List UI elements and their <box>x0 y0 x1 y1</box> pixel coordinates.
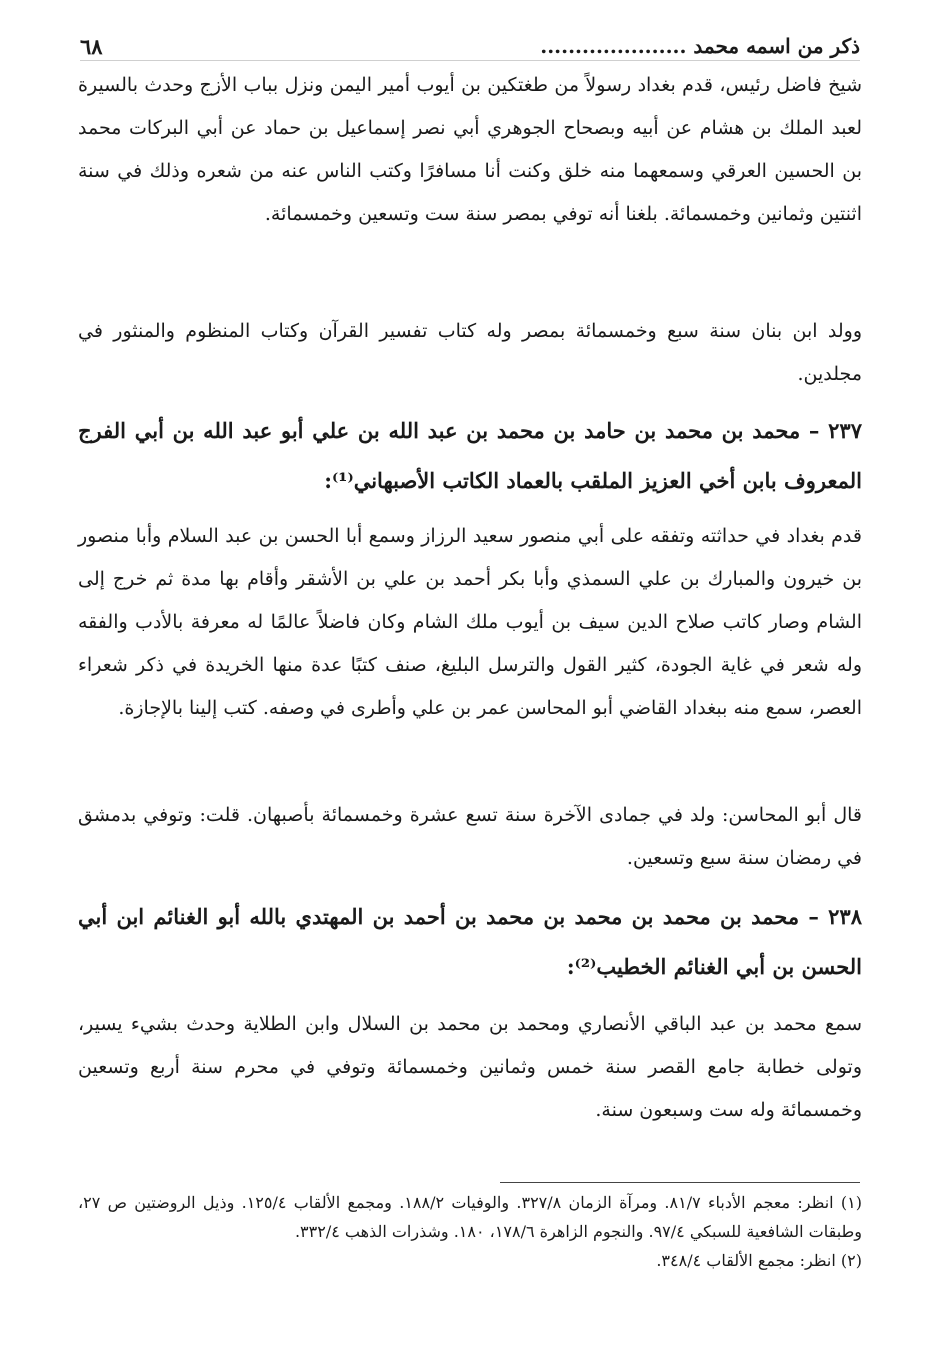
footnotes <box>78 1188 862 1275</box>
entry-heading-238: ٢٣٨ – محمد بن محمد بن محمد بن محمد بن أحمد بن المهتدي بالله أبو الغنائم ابن أبي الحسن بن أبي الغنائم الخطيب⁽²⁾: <box>78 904 862 979</box>
page-number: ٦٨ <box>80 33 103 59</box>
paragraph-entry-238-body: سمع محمد بن عبد الباقي الأنصاري ومحمد بن محمد بن السلال وابن الطلاية وحدث بشيء يسير، وتولى خطابة جامع القصر سنة خمس وثمانين وخمسمائة وتوفي في محرم سنة أربع وتسعين وخمسمائة وله ست وسبعون سنة. <box>78 1013 862 1121</box>
footnote-1: (١) انظر: معجم الأدباء ٨١/٧. ومرآة الزمان ٣٢٧/٨. والوفيات ١٨٨/٢. ومجمع الألقاب ١٢٥/٤. وذيل الروضتين ص ٢٧، وطبقات الشافعية للسبكي ٩٧/٤. والنجوم الزاهرة ١٧٨/٦، ١٨٠. وشذرات الذهب ٣٣٢/٤. <box>78 1193 863 1241</box>
paragraph-biography-continued: شيخ فاضل رئيس، قدم بغداد رسولاً من طغتكين بن أيوب أمير اليمن ونزل بباب الأزج وحدث بالسيرة لعبد الملك بن هشام عن أبيه وبصحاح الجوهري أبي نصر إسماعيل بن حماد عن أبي البركات محمد بن الحسين العرقي وسمعهما منه خلق وكنت أنا مسافرًا وكتب الناس عنه من شعره وذلك في سنة اثنتين وثمانين وخمسمائة. بلغنا أنه توفي بمصر سنة ست وتسعين وخمسمائة. <box>78 74 862 225</box>
footnote-separator <box>500 1182 860 1183</box>
paragraph-birth-note: وولد ابن بنان سنة سبع وخمسمائة بمصر وله كتاب تفسير القرآن وكتاب المنظوم والمنثور في مجلدين. <box>78 320 862 385</box>
running-title: ذكر من اسمه محمد ..................... <box>540 34 860 58</box>
paragraph-entry-237-dates: قال أبو المحاسن: ولد في جمادى الآخرة سنة تسع عشرة وخمسمائة بأصبهان. قلت: وتوفي بدمشق في رمضان سنة سبع وتسعين. <box>78 804 862 869</box>
page-header <box>80 32 860 61</box>
footnote-2: (٢) انظر: مجمع الألقاب ٣٤٨/٤. <box>656 1251 862 1270</box>
paragraph-entry-237-body: قدم بغداد في حداثته وتفقه على أبي منصور سعيد الرزاز وسمع أبا الحسن بن عبد السلام وأبا منصور بن خيرون والمبارك بن علي السمذي وأبا بكر أحمد بن علي بن الأشقر وأقام بها مدة ثم خرج إلى الشام وصار كاتب صلاح الدين سيف بن أيوب ملك الشام وكان فاضلاً عالمًا له معرفة بالأدب والفقه وله شعر في غاية الجودة، كثير القول والترسل البليغ، صنف كتبًا عدة منها الخريدة في ذكر شعراء العصر، سمع منه ببغداد القاضي أبو المحاسن عمر بن علي وأطرى في وصفه. كتب إلينا بالإجازة. <box>78 525 862 719</box>
entry-heading-237: ٢٣٧ – محمد بن محمد بن حامد بن محمد بن عبد الله بن علي أبو عبد الله بن أبي الفرج المعروف بابن أخي العزيز الملقب بالعماد الكاتب الأصبهاني⁽¹⁾: <box>78 418 862 493</box>
